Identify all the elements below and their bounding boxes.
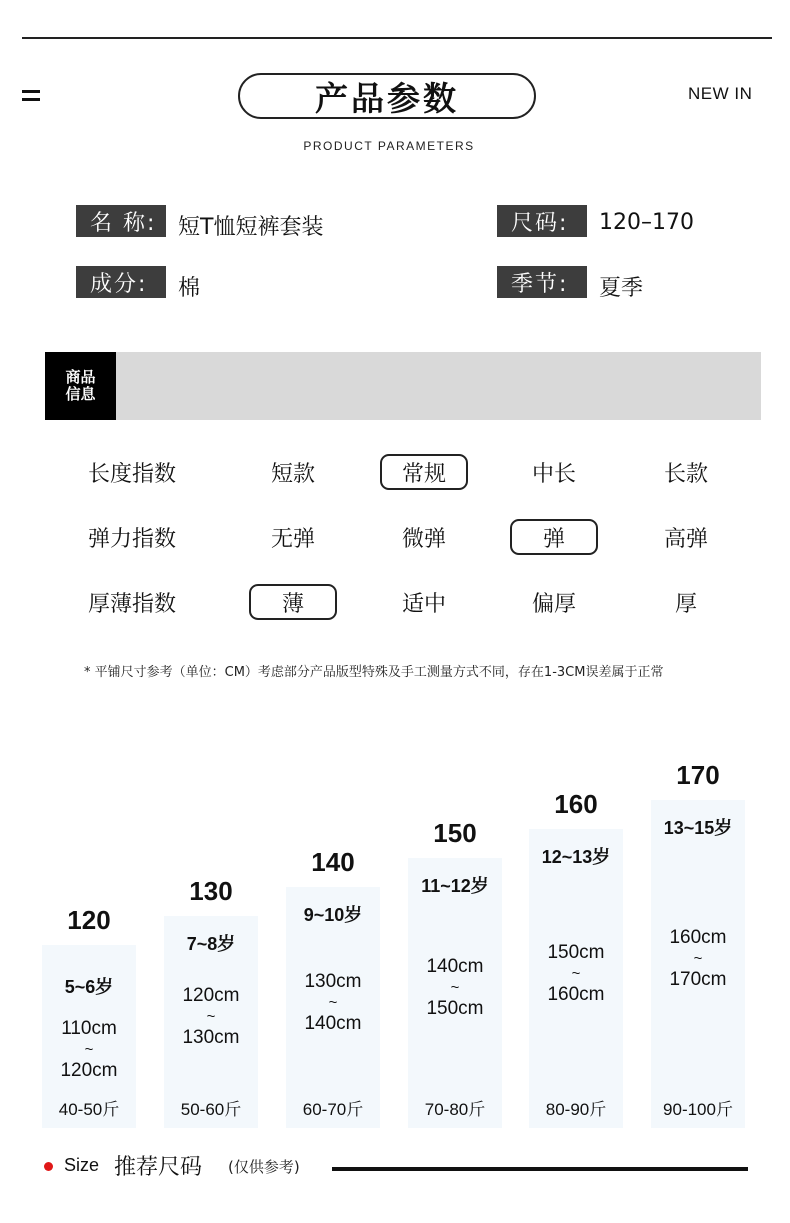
size-weight: 90-100斤 (663, 1100, 733, 1119)
size-age: 12~13岁 (541, 847, 611, 867)
index-option: 厚 (674, 591, 697, 617)
size-height-range (651, 926, 745, 992)
size-label: 130 (189, 876, 233, 906)
height-separator: ~ (571, 964, 581, 982)
height-max: 170cm (669, 969, 727, 990)
height-min: 110cm (61, 1017, 117, 1039)
index-option: 无弹 (270, 526, 315, 552)
height-min: 120cm (182, 985, 240, 1006)
size-label: 160 (554, 789, 598, 819)
param-value-name: 短T恤短裤套装 (178, 215, 324, 240)
height-min: 130cm (304, 970, 362, 992)
height-max: 140cm (304, 1012, 362, 1034)
size-height-range (408, 955, 502, 1021)
new-in-label: NEW IN (688, 84, 753, 103)
size-height-range (164, 984, 258, 1050)
size-bar (651, 800, 745, 1128)
size-weight: 70-80斤 (424, 1100, 486, 1119)
index-option: 长款 (663, 461, 708, 487)
index-option-selected: 薄 (249, 584, 337, 620)
info-bar (45, 352, 761, 420)
info-badge-line2: 信息 (65, 385, 96, 403)
size-weight: 60-70斤 (302, 1100, 364, 1119)
height-max: 130cm (182, 1027, 240, 1048)
legend-dot (44, 1162, 53, 1171)
page-title: 产品参数 (315, 78, 459, 118)
size-height-range (529, 941, 623, 1007)
top-divider (22, 37, 772, 39)
index-label: 弹力指数 (88, 527, 177, 552)
param-label-material: 成分: (76, 266, 166, 298)
index-option-selected: 常规 (380, 454, 468, 490)
info-badge-line1: 商品 (65, 368, 96, 386)
size-label: 150 (433, 818, 477, 848)
param-value-season: 夏季 (599, 276, 644, 301)
size-weight: 80-90斤 (545, 1100, 607, 1119)
height-separator: ~ (84, 1040, 94, 1058)
index-option: 微弹 (401, 526, 446, 552)
size-age: 9~10岁 (303, 905, 363, 925)
index-option: 适中 (401, 591, 446, 617)
param-label-season: 季节: (497, 266, 587, 298)
size-label: 140 (311, 847, 355, 877)
size-weight: 40-50斤 (58, 1100, 120, 1119)
legend-note: (仅供参考) (228, 1158, 300, 1176)
info-badge (45, 352, 116, 420)
index-option: 中长 (531, 461, 576, 487)
size-age: 13~15岁 (663, 818, 733, 838)
height-min: 150cm (547, 941, 605, 963)
size-bar (164, 916, 258, 1128)
index-option: 偏厚 (531, 591, 576, 617)
height-min: 160cm (669, 927, 727, 948)
measurement-note: * 平铺尺寸参考（单位：CM）考虑部分产品版型特殊及手工测量方式不同，存在1-3CM误差属于正常 (84, 665, 664, 680)
height-separator: ~ (328, 993, 338, 1011)
size-bar (286, 887, 380, 1128)
size-age: 5~6岁 (64, 977, 114, 997)
page-subtitle: PRODUCT PARAMETERS (303, 139, 475, 153)
param-value-material: 棉 (178, 276, 201, 301)
size-bar (42, 945, 136, 1128)
size-height-range (42, 1017, 136, 1083)
size-age: 11~12岁 (421, 876, 489, 896)
legend-title: 推荐尺码 (114, 1155, 203, 1180)
menu-icon[interactable] (22, 90, 40, 104)
index-option-selected: 弹 (510, 519, 598, 555)
index-option: 高弹 (663, 526, 708, 552)
size-weight: 50-60斤 (180, 1100, 242, 1119)
index-label: 长度指数 (88, 462, 177, 487)
param-label-name: 名 称: (76, 205, 166, 237)
legend-divider (332, 1167, 748, 1171)
size-age: 7~8岁 (186, 934, 236, 954)
title-pill (238, 73, 536, 119)
param-label-size: 尺码: (497, 205, 587, 237)
size-bar (529, 829, 623, 1128)
legend-size-label: Size (64, 1155, 100, 1175)
index-option: 短款 (270, 461, 315, 487)
height-max: 120cm (60, 1059, 118, 1081)
index-label: 厚薄指数 (88, 592, 177, 617)
size-label: 170 (676, 760, 720, 790)
height-separator: ~ (450, 979, 460, 996)
height-separator: ~ (206, 1008, 216, 1025)
height-separator: ~ (693, 950, 703, 967)
size-bar (408, 858, 502, 1128)
size-height-range (286, 970, 380, 1036)
size-label: 120 (67, 905, 111, 935)
param-value-size: 120–170 (599, 210, 694, 235)
height-min: 140cm (426, 956, 484, 977)
height-max: 150cm (426, 998, 484, 1019)
height-max: 160cm (547, 983, 605, 1005)
